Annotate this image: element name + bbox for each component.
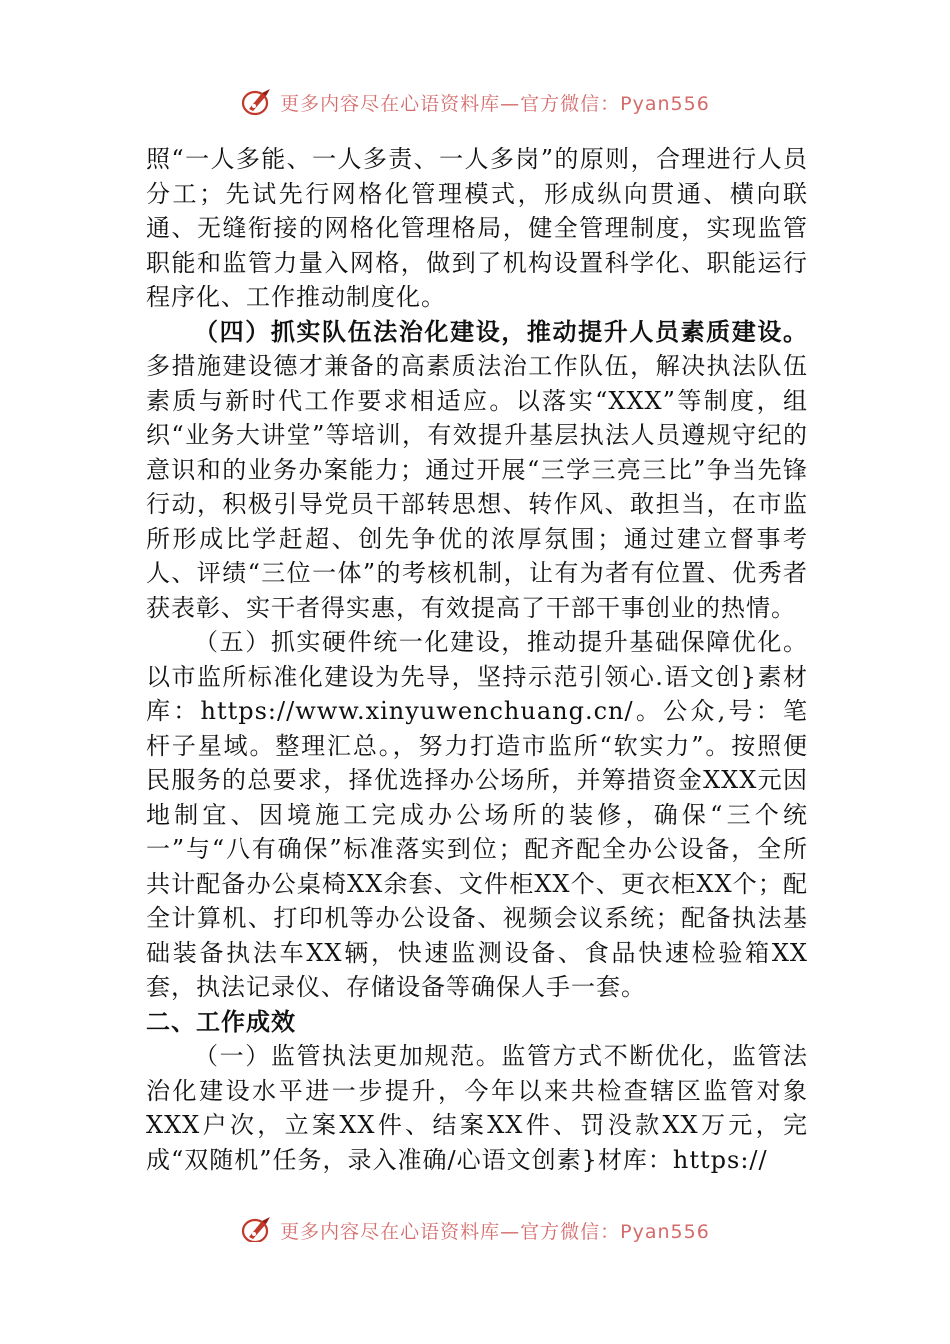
- pen-nib-logo-icon: [240, 87, 274, 117]
- watermark-text: 更多内容尽在心语资料库—官方微信：Pyan556: [280, 1220, 710, 1242]
- watermark-footer: [0, 1206, 950, 1242]
- paragraph-text: 照“一人多能、一人多责、一人多岗”的原则，合理进行人员分工；先试先行网格化管理模式，形成纵向贯通、横向联通、无缝衔接的网格化管理格局，健全管理制度，实现监管职能和监管力量入网格，做到了机构设置科学化、职能运行程序化、工作推动制度化。: [146, 145, 808, 311]
- watermark-text: 更多内容尽在心语资料库—官方微信：Pyan556: [280, 92, 710, 115]
- paragraph-hardware: [146, 625, 808, 1005]
- paragraph-text: （五）抓实硬件统一化建设，推动提升基础保障优化。以市监所标准化建设为先导，坚持示范引领心.语文创}素材库：https://www.xinyuwenchuang.cn/。公众,号：笔杆子星域。整理汇总。，努力打造市监所“软实力”。按照便民服务的总要求，择优选择办公场所，并筹措资金XXX元因地制宜、因境施工完成办公场所的装修，确保“三个统一”与“八有确保”标准落实到位；配齐配全办公设备，全所共计配备办公桌椅XX余套、文件柜XX个、更衣柜XX个；配全计算机、打印机等办公设备、视频会议系统；配备执法基础装备执法车XX辆，快速监测设备、食品快速检验箱XX套，执法记录仪、存储设备等确保人手一套。: [146, 628, 808, 1001]
- pen-nib-logo-icon: [240, 1215, 274, 1242]
- paragraph-results: [146, 1039, 808, 1177]
- paragraph-text: 多措施建设德才兼备的高素质法治工作队伍，解决执法队伍素质与新时代工作要求相适应。以落实“XXX”等制度，组织“业务大讲堂”等培训，有效提升基层执法人员遵规守纪的意识和的业务办案能力；通过开展“三学三亮三比”争当先锋行动，积极引导党员干部转思想、转作风、敢担当，在市监所形成比学赶超、创先争优的浓厚氛围；通过建立督事考人、评绩“三位一体”的考核机制，让有为者有位置、优秀者获表彰、实干者得实惠，有效提高了干部干事创业的热情。: [146, 352, 808, 622]
- watermark-header: [0, 82, 950, 122]
- paragraph-continuation: [146, 142, 808, 315]
- section-heading: 二、工作成效: [146, 1007, 296, 1036]
- document-body: [146, 142, 808, 1177]
- paragraph-heading: （四）抓实队伍法治化建设，推动提升人员素质建设。: [194, 316, 808, 346]
- paragraph-text: （一）监管执法更加规范。监管方式不断优化，监管法治化建设水平进一步提升，今年以来共检查辖区监管对象XXX户次，立案XX件、结案XX件、罚没款XX万元，完成“双随机”任务，录入准确/心语文创素}材库：https://: [146, 1042, 808, 1174]
- paragraph-team-building: [146, 315, 808, 626]
